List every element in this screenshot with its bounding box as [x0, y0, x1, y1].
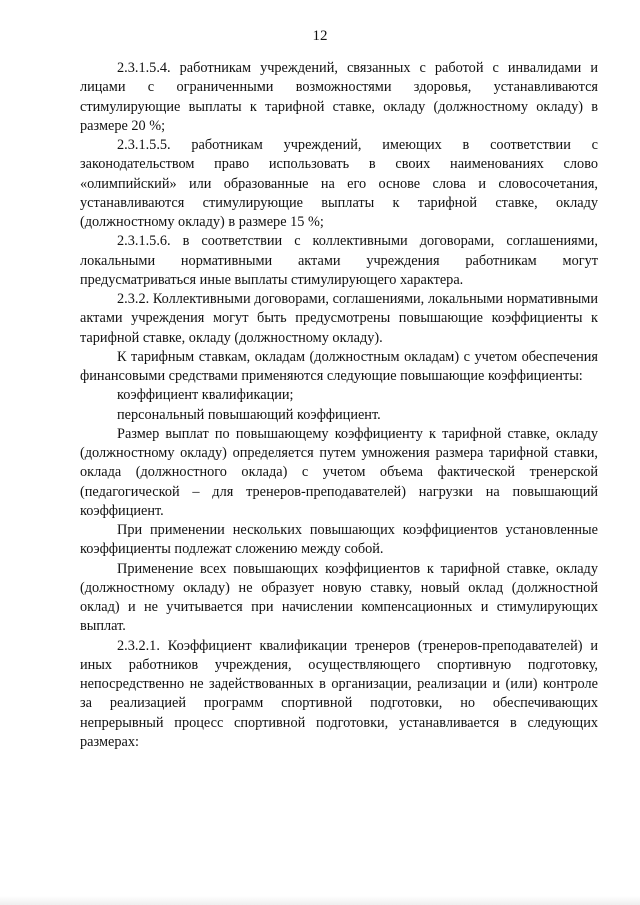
paragraph-2-3-2: 2.3.2. Коллективными договорами, соглашениями, локальными нормативными актами учреждения могут быть предусмотрены повышающие коэффициенты к тарифной ставке, окладу (должностному окладу).: [80, 291, 598, 346]
paragraph-2-3-1-5-4: 2.3.1.5.4. работникам учреждений, связанных с работой с инвалидами и лицами с ограниченными возможностями здоровья, устанавливаются стимулирующие выплаты к тарифной ставке, окладу (должностному окладу) в размере 20 %;: [80, 60, 598, 134]
paragraph-payment-size: Размер выплат по повышающему коэффициенту к тарифной ставке, окладу (должностному окладу) определяется путем умножения размера тарифной ставки, оклада (должностного оклада) с учетом объема фактической тренерской (педагогической – для тренеров-преподавателей) нагрузки на повышающий коэффициент.: [80, 425, 598, 519]
scan-edge-artifact: [0, 896, 640, 905]
paragraph-2-3-1-5-6: 2.3.1.5.6. в соответствии с коллективными договорами, соглашениями, локальными нормативными актами учреждения работникам могут предусматриваться иные выплаты стимулирующего характера.: [80, 233, 598, 288]
paragraph-2-3-2-1: 2.3.2.1. Коэффициент квалификации тренеров (тренеров-преподавателей) и иных работников учреждения, осуществляющего спортивную подготовку, непосредственно не задействованных в организации, реализации и (или) контроле за реализацией программ спортивной подготовки, но обеспечивающих непрерывный процесс спортивной подготовки, устанавливается в следующих размерах:: [80, 637, 598, 750]
list-item-personal-coefficient: персональный повышающий коэффициент.: [117, 406, 381, 423]
paragraph-coefficients-intro: К тарифным ставкам, окладам (должностным окладам) с учетом обеспечения финансовыми средствами применяются следующие повышающие коэффициенты:: [80, 348, 598, 384]
document-body: [80, 59, 598, 752]
paragraph-2-3-1-5-5: 2.3.1.5.5. работникам учреждений, имеющих в соответствии с законодательством право использовать в своих наименованиях слово «олимпийский» или образованные на его основе слова и словосочетания, устанавливаются стимулирующие выплаты к тарифной ставке, окладу (должностному окладу) в размере 15 %;: [80, 137, 598, 230]
paragraph-application-of-coefficients: Применение всех повышающих коэффициентов к тарифной ставке, окладу (должностному окладу) не образует новую ставку, новый оклад (должностной оклад) и не учитывается при начислении компенсационных и стимулирующих выплат.: [80, 560, 598, 635]
paragraph-multiple-coefficients: При применении нескольких повышающих коэффициентов установленные коэффициенты подлежат сложению между собой.: [80, 522, 598, 558]
list-item-qualification-coefficient: коэффициент квалификации;: [117, 387, 294, 404]
page-number: 12: [312, 28, 328, 44]
